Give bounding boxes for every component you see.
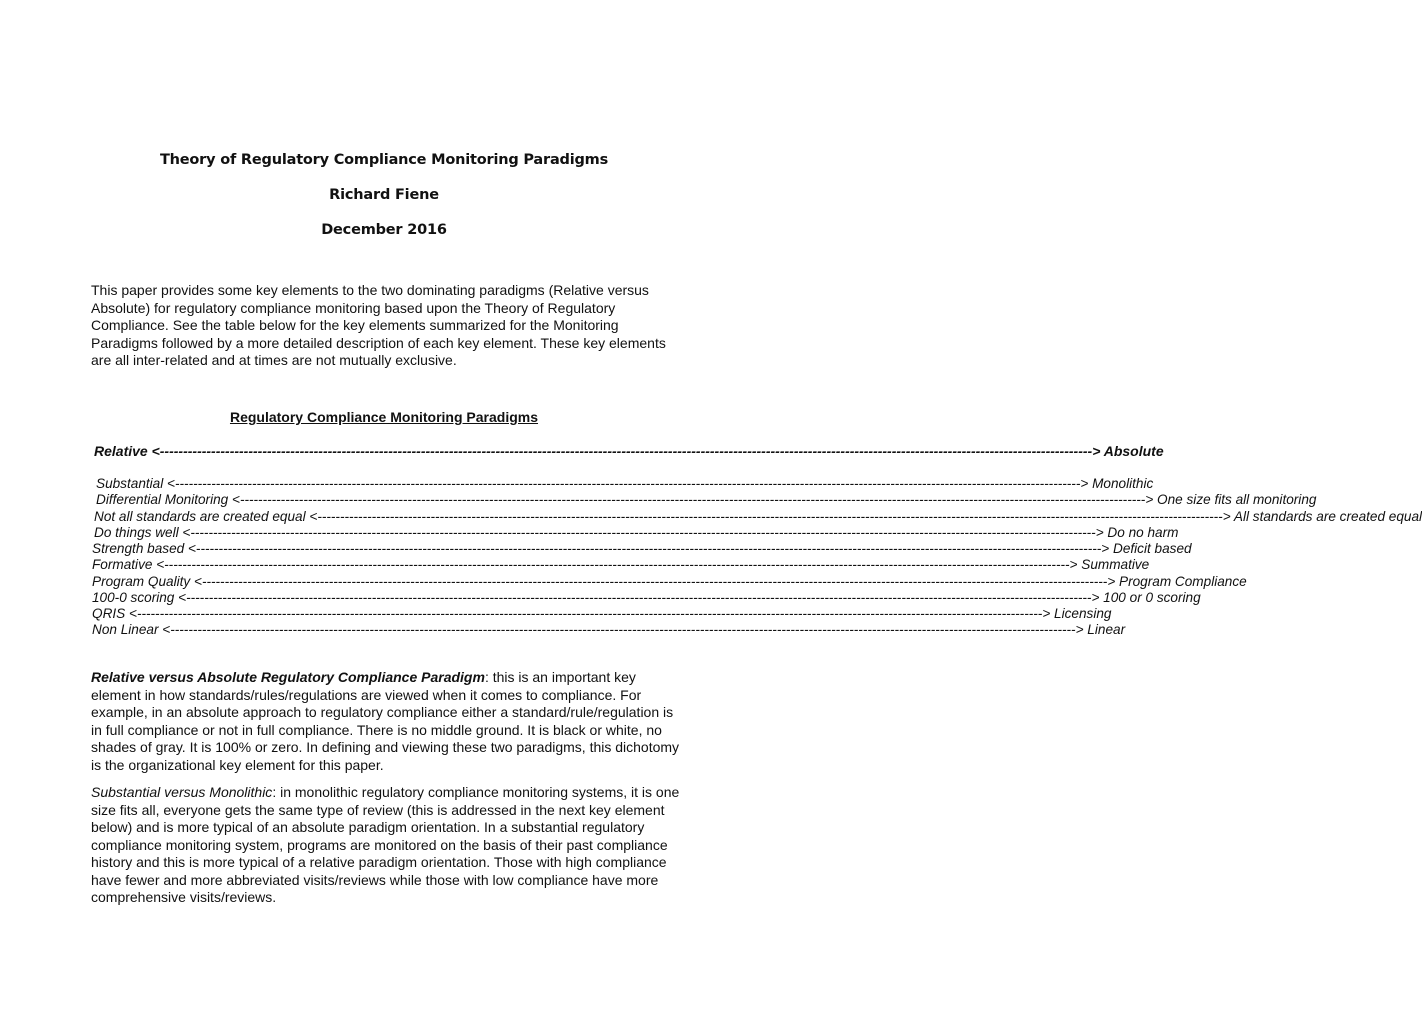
scale-row: 100-0 scoring < -------------------------------------------------------------------------------------------------------------------------------------------------------------------------------------------------------- > 100 or 0 scoring bbox=[92, 590, 1201, 605]
scale-main-right: > Absolute bbox=[1092, 443, 1164, 459]
scale-row: Do things well < -------------------------------------------------------------------------------------------------------------------------------------------------------------------------------------------------------- > Do no harm bbox=[94, 525, 1179, 540]
section-substantial-monolithic bbox=[91, 784, 681, 907]
table-heading: Regulatory Compliance Monitoring Paradigms bbox=[229, 409, 539, 425]
scale-row: Differential Monitoring < -------------------------------------------------------------------------------------------------------------------------------------------------------------------------------------------------------- > One size fits all monitoring bbox=[96, 492, 1317, 507]
scale-main-left: Relative < bbox=[94, 443, 160, 459]
section-relative-absolute bbox=[91, 669, 681, 774]
section-substantial-monolithic-lead: Substantial versus Monolithic bbox=[91, 784, 273, 800]
section-substantial-monolithic-body: : in monolithic regulatory compliance monitoring systems, it is one size fits all, everyone gets the same type of review (this is addressed in the next key element below) and is more typical of an absolute paradigm orientation. In a substantial regulatory compliance monitoring system, programs are monitored on the basis of their past compliance history and this is more typical of a relative paradigm orientation. Those with high compliance have fewer and more abbreviated visits/reviews while those with low compliance have more comprehensive visits/reviews. bbox=[91, 784, 680, 905]
intro-paragraph: This paper provides some key elements to the two dominating paradigms (Relative versus Absolute) for regulatory compliance monitoring based upon the Theory of Regulatory Compliance. See the table below for the key elements summarized for the Monitoring Paradigms followed by a more detailed description of each key element. These key elements are all inter-related and at times are not mutually exclusive. bbox=[91, 282, 666, 368]
document-title: Theory of Regulatory Compliance Monitoring Paradigms bbox=[159, 152, 609, 168]
document-date: December 2016 bbox=[321, 222, 447, 238]
scale-row: Not all standards are created equal < -------------------------------------------------------------------------------------------------------------------------------------------------------------------------------------------------------- > All standards are created equal bbox=[94, 509, 1422, 524]
scale-row: Formative < -------------------------------------------------------------------------------------------------------------------------------------------------------------------------------------------------------- > Summative bbox=[92, 557, 1150, 572]
scale-row: QRIS < -------------------------------------------------------------------------------------------------------------------------------------------------------------------------------------------------------- > Licensing bbox=[92, 606, 1112, 621]
scale-main-row bbox=[94, 443, 1164, 459]
section-relative-absolute-lead: Relative versus Absolute Regulatory Compliance Paradigm bbox=[91, 669, 485, 685]
scale-row: Substantial < -------------------------------------------------------------------------------------------------------------------------------------------------------------------------------------------------------- > Monolithic bbox=[96, 476, 1154, 491]
document-author: Richard Fiene bbox=[329, 187, 439, 203]
scale-row: Strength based < -------------------------------------------------------------------------------------------------------------------------------------------------------------------------------------------------------- > Deficit based bbox=[92, 541, 1192, 556]
scale-row: Non Linear < -------------------------------------------------------------------------------------------------------------------------------------------------------------------------------------------------------- > Linear bbox=[92, 622, 1126, 637]
section-relative-absolute-body: : this is an important key element in how standards/rules/regulations are viewed when it comes to compliance. For example, in an absolute approach to regulatory compliance either a standard/rule/regulation is in full compliance or not in full compliance. There is no middle ground. It is black or white, no shades of gray. It is 100% or zero. In defining and viewing these two paradigms, this dichotomy is the organizational key element for this paper. bbox=[91, 669, 680, 773]
scale-row: Program Quality < -------------------------------------------------------------------------------------------------------------------------------------------------------------------------------------------------------- > Program Compliance bbox=[92, 574, 1247, 589]
scale-main-dashes: -------------------------------------------------------------------------------------------------------------------------------------------------------------------------------------------------------- bbox=[159, 443, 1093, 459]
